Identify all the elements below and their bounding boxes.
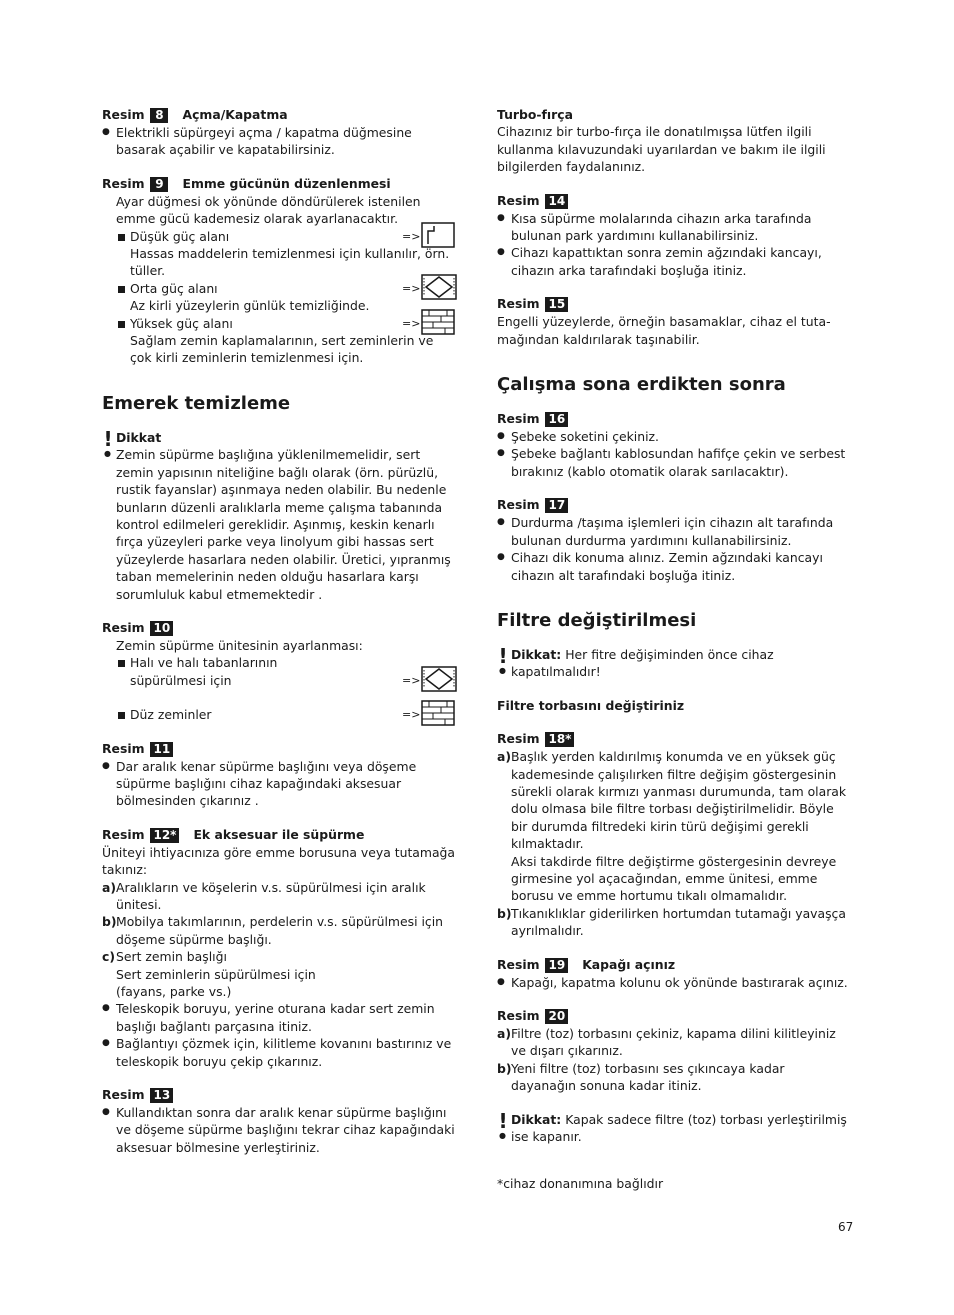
item-text: Tıkanıklıklar giderilirken hortumdan tutamağı yavaşça ayrılmalıdır.: [511, 905, 846, 939]
item-key: a): [497, 749, 512, 765]
nozzle-setting-carpet: [102, 654, 458, 689]
lettered-item: [497, 905, 853, 940]
resim-label: Resim: [102, 740, 145, 756]
resim-label: Resim: [497, 1008, 540, 1023]
warning-text: Zemin süpürme başlığına yüklenilmemelidir, sert zemin yapısının niteliğine bağlı olarak (örn. pürüzlü, rustik fayanslar) aşınmaya neden olabilir. Bu nedenle bunların düzenli aralıklarla meme çalışma tabanında kontrol edilmeleri gereklidir. Aşınmış, keskin kenarlı fırça yüzeyleri parke veya linolyum gibi hassas sert yüzeylerde hasarlara neden olabilir. Üretici, yıpranmış taban memelerinin neden olduğu hasarlara karşı sorumluluk kabul etmemektedir .: [116, 447, 451, 602]
resim-label: Resim: [102, 107, 145, 122]
setting-label: Orta güç alanı: [102, 280, 458, 297]
turbo-brush-title: Turbo-fırça: [497, 107, 574, 122]
carpet-icon: [421, 666, 457, 696]
resim-label: Resim: [497, 731, 540, 747]
figure-number-badge: 10: [150, 621, 173, 636]
bullet-item: ● Dar aralık kenar süpürme başlığını veya döşeme süpürme başlığını cihaz kapağındaki aksesuar bölmesinden çıkarınız .: [102, 758, 458, 810]
warning-dot: ●: [499, 665, 506, 675]
paragraph: Ayar düğmesi ok yönünde döndürülerek istenilen emme gücü kademesiz olarak ayarlanacaktır.: [116, 193, 421, 227]
subsection-title: Filtre torbasını değiştiriniz: [497, 697, 685, 713]
figure-number-badge: 19: [545, 958, 568, 973]
carpet-icon: [421, 274, 457, 304]
bullet-item: ● Şebeke bağlantı kablosundan hafifçe çekin ve serbest bırakınız (kablo otomatik olarak sarılacaktır).: [497, 445, 853, 480]
arrow-text: =>: [402, 708, 421, 722]
warning-block: [102, 426, 458, 603]
figure-number-badge: 16: [545, 412, 568, 427]
section-heading: Çalışma sona erdikten sonra: [497, 374, 786, 396]
item-text: Sert zemin başlığı: [116, 949, 227, 965]
item-key: c): [102, 949, 116, 965]
bullet-item: ● Kullandıktan sonra dar aralık kenar süpürme başlığını ve döşeme süpürme başlığını tekrar cihaz kapağındaki aksesuar bölmesine yerleştiriniz.: [102, 1104, 458, 1156]
warning-icon: !: [498, 1108, 508, 1133]
resim-14-heading: [497, 192, 853, 210]
bullet-item: ● Cihazı kapattıktan sonra zemin ağzındaki kancayı, cihazın arka tarafındaki boşluğa itiniz.: [497, 244, 853, 279]
hard-floor-icon: [421, 700, 455, 730]
figure-number-badge: 18*: [545, 732, 574, 747]
lettered-item: [497, 1025, 853, 1060]
resim-9-heading: [102, 175, 458, 193]
figure-number-badge: 12*: [150, 828, 179, 843]
setting-label: Düşük güç alanı: [102, 228, 458, 245]
warning-title: Dikkat: [116, 429, 162, 445]
resim-13-heading: [102, 1086, 458, 1104]
item-key: a): [102, 879, 117, 895]
resim-label: Resim: [497, 411, 540, 427]
arrow-text: =>: [402, 281, 421, 295]
hard-floor-icon: [421, 309, 455, 339]
figure-number-badge: 11: [150, 742, 173, 757]
item-key: b): [497, 905, 512, 921]
resim-11-heading: [102, 740, 458, 758]
resim-8-heading: [102, 106, 458, 124]
item-text: Başlık yerden kaldırılmış konumda ve en yüksek güç kademesinde çalışılırken filtre değişim göstergesinin sürekli olarak kırmızı yanması durumunda, tam olarak dolu olmasa bile filtre torbası değiştirilmelidir. Böyle bir durumda filtredeki kirin türü değişimi gerekli kılmaktadır.: [511, 749, 847, 852]
figure-number-badge: 14: [545, 194, 568, 209]
bullet-item: ● Şebeke soketini çekiniz.: [497, 428, 853, 445]
left-column: [102, 106, 458, 1156]
resim-19-heading: [497, 956, 853, 974]
lettered-item: [102, 913, 458, 948]
bullet-item: ● Durdurma /taşıma işlemleri için cihazın alt tarafında bulunan durdurma yardımını kullanabilirsiniz.: [497, 514, 853, 549]
bullet-item: ● Kapağı, kapatma kolunu ok yönünde bastırarak açınız.: [497, 974, 853, 991]
resim-label: Resim: [497, 192, 540, 208]
figure-number-badge: 8: [150, 108, 168, 123]
section-subtitle: Emme gücünün düzenlenmesi: [182, 175, 391, 191]
item-text: Filtre (toz) torbasını çekiniz, kapama dilini kilitleyiniz ve dışarı çıkarınız.: [511, 1026, 836, 1059]
resim-16-heading: [497, 410, 853, 428]
power-setting-high: [102, 315, 458, 367]
item-text: Yeni filtre (toz) torbasını ses çıkıncaya kadar dayanağın sonuna kadar itiniz.: [511, 1060, 785, 1094]
resim-label: Resim: [102, 619, 145, 635]
setting-description: Hassas maddelerin temizlenmesi için kullanılır, örn. tüller.: [130, 246, 450, 279]
bullet-item: ● Cihazı dik konuma alınız. Zemin ağzındaki kancayı cihazın alt tarafındaki boşluğa itiniz.: [497, 549, 853, 584]
paragraph: Zemin süpürme ünitesinin ayarlanması:: [116, 637, 363, 653]
bullet-item: ● Teleskopik boruyu, yerine oturana kadar sert zemin başlığı bağlantı parçasına itiniz.: [102, 1000, 458, 1035]
curtain-icon: [421, 222, 455, 252]
right-column: [497, 106, 853, 1193]
section-subtitle: Açma/Kapatma: [182, 107, 288, 122]
resim-18-heading: [497, 730, 853, 748]
warning-block: [497, 1108, 853, 1146]
bullet-item: ● Elektrikli süpürgeyi açma / kapatma düğmesine basarak açabilir ve kapatabilirsiniz.: [102, 124, 458, 159]
warning-block: [497, 643, 853, 681]
bullet-item: ● Bağlantıyı çözmek için, kilitleme kovanını bastırınız ve teleskopik boruyu çekip çıkarınız.: [102, 1035, 458, 1070]
warning-dot: ●: [499, 1130, 506, 1140]
resim-label: Resim: [497, 956, 540, 972]
lettered-item: [102, 948, 458, 1000]
item-text: Aralıkların ve köşelerin v.s. süpürülmesi için aralık ünitesi.: [116, 879, 426, 912]
lettered-item: [497, 1060, 853, 1095]
warning-title: Dikkat:: [511, 1111, 562, 1127]
figure-number-badge: 15: [545, 297, 568, 312]
setting-label: Yüksek güç alanı: [102, 315, 458, 332]
setting-description: Az kirli yüzeylerin günlük temizliğinde.: [130, 298, 370, 314]
arrow-text: =>: [402, 316, 421, 330]
item-text: Mobilya takımlarının, perdelerin v.s. süpürülmesi için döşeme süpürme başlığı.: [116, 914, 444, 947]
paragraph: Üniteyi ihtiyacınıza göre emme borusuna veya tutamağa takınız:: [102, 844, 456, 878]
warning-icon: !: [498, 643, 508, 668]
figure-number-badge: 20: [545, 1009, 568, 1024]
power-setting-medium: [102, 280, 458, 315]
lettered-item: [497, 748, 853, 905]
setting-label: Halı ve halı tabanlarının: [102, 654, 458, 671]
resim-10-heading: [102, 619, 458, 637]
setting-description: Sağlam zemin kaplamalarının, sert zeminlerin ve çok kirli zeminlerin temizlenmesi için.: [130, 333, 434, 366]
section-subtitle: Kapağı açınız: [582, 956, 676, 972]
setting-label-cont: süpürülmesi için: [130, 672, 232, 688]
arrow-text: =>: [402, 229, 421, 243]
warning-icon: !: [103, 426, 113, 451]
arrow-text: =>: [402, 673, 421, 687]
item-text: Aksi takdirde filtre değiştirme göstergesinin devreye girmesine yol açacağından, emme ünitesi, emme borusu ve emme hortumu tıkalı olmamalıdır.: [511, 853, 837, 904]
figure-number-badge: 13: [150, 1088, 173, 1103]
bullet-item: ● Kısa süpürme molalarında cihazın arka tarafında bulunan park yardımını kullanabilirsiniz.: [497, 210, 853, 245]
warning-text: Her fitre değişiminden önce cihaz kapatılmalıdır!: [511, 646, 774, 680]
warning-title: Dikkat:: [511, 646, 562, 662]
figure-number-badge: 17: [545, 498, 568, 513]
section-heading: Filtre değiştirilmesi: [497, 609, 697, 631]
resim-label: Resim: [497, 296, 540, 312]
item-key: b): [497, 1060, 512, 1076]
figure-number-badge: 9: [150, 177, 168, 192]
resim-label: Resim: [102, 1087, 145, 1103]
warning-text: Kapak sadece filtre (toz) torbası yerleştirilmiş ise kapanır.: [511, 1111, 847, 1145]
resim-label: Resim: [102, 826, 145, 842]
resim-17-heading: [497, 496, 853, 514]
section-heading: Emerek temizleme: [102, 392, 291, 414]
warning-dot: ●: [104, 448, 111, 458]
lettered-item: [102, 879, 458, 914]
paragraph: Engelli yüzeylerde, örneğin basamaklar, cihaz el tuta-mağından kaldırılarak taşınabilir.: [497, 314, 831, 347]
section-subtitle: Ek aksesuar ile süpürme: [193, 826, 365, 842]
resim-label: Resim: [497, 497, 540, 513]
item-text: Sert zeminlerin süpürülmesi için: [116, 966, 316, 982]
page-number: 67: [838, 1220, 854, 1234]
resim-20-heading: [497, 1007, 853, 1025]
resim-label: Resim: [102, 175, 145, 191]
item-key: b): [102, 914, 117, 930]
paragraph: Cihazınız bir turbo-fırça ile donatılmışsa lütfen ilgili kullanma kılavuzundaki uyarılardan ve bakım ile ilgili bilgilerden faydalanınız.: [497, 124, 826, 175]
footnote: *cihaz donanımına bağlıdır: [497, 1176, 664, 1192]
item-text: (fayans, parke vs.): [116, 984, 232, 1000]
power-setting-low: [102, 228, 458, 280]
resim-12-heading: [102, 826, 458, 844]
item-key: a): [497, 1026, 512, 1041]
nozzle-setting-hard-floor: [102, 706, 458, 723]
setting-label: Düz zeminler: [102, 706, 458, 723]
resim-15-heading: [497, 295, 853, 313]
